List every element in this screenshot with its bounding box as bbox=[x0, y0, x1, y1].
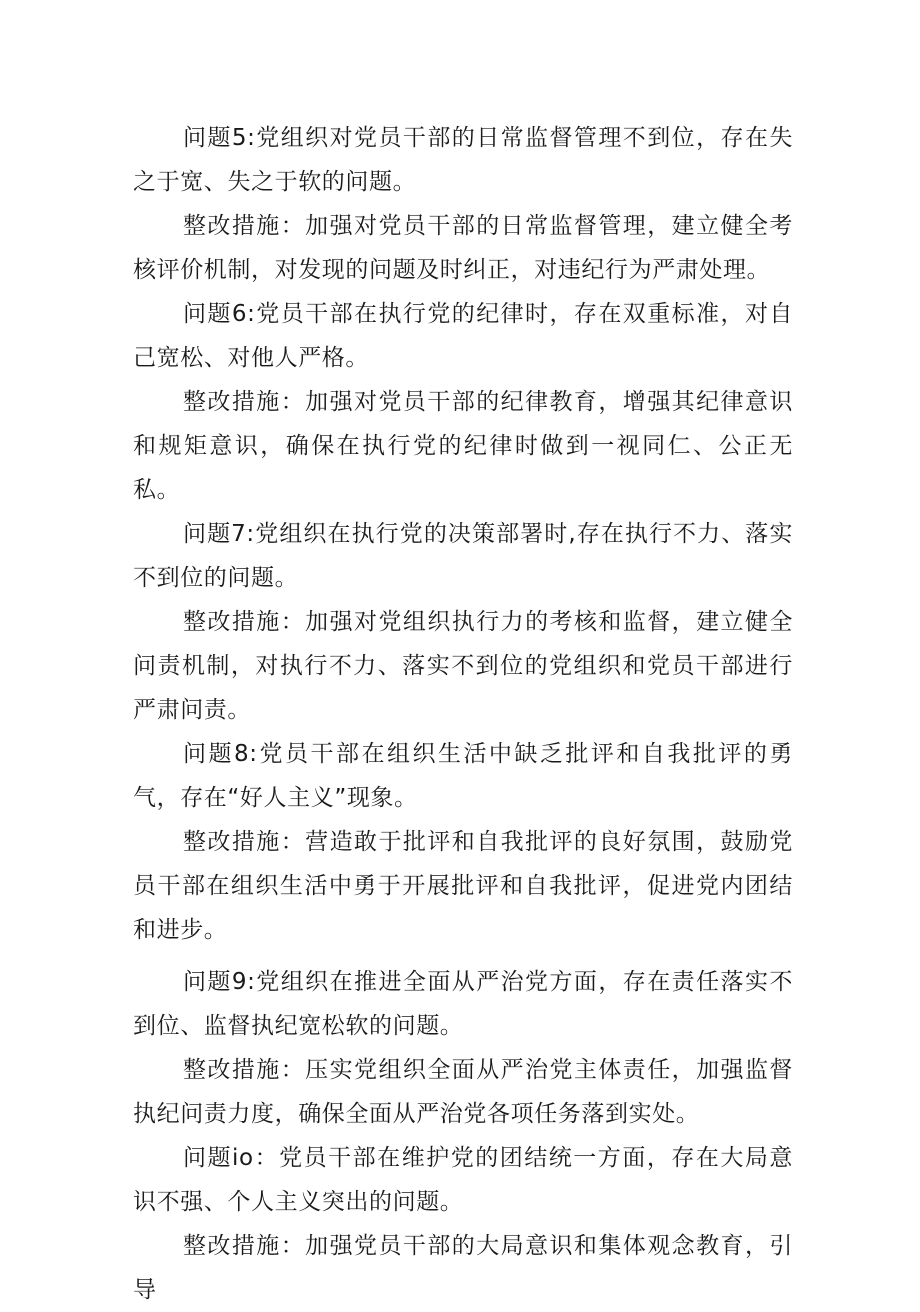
measure-10-paragraph: 整改措施：加强党员干部的大局意识和集体观念教育，引导 bbox=[133, 1233, 793, 1303]
measure-8-paragraph: 整改措施：营造敢于批评和自我批评的良好氛围，鼓励党员干部在组织生活中勇于开展批评和自我批评，促进党内团结和进步。 bbox=[133, 829, 793, 943]
measure-6-paragraph: 整改措施：加强对党员干部的纪律教育，增强其纪律意识和规矩意识，确保在执行党的纪律时做到一视同仁、公正无私。 bbox=[133, 389, 793, 503]
measure-9-paragraph: 整改措施：压实党组织全面从严治党主体责任，加强监督执纪问责力度，确保全面从严治党各项任务落到实处。 bbox=[133, 1057, 793, 1127]
problem-8-paragraph: 问题8:党员干部在组织生活中缺乏批评和自我批评的勇气，存在“好人主义”现象。 bbox=[133, 741, 793, 811]
problem-5-paragraph: 问题5:党组织对党员干部的日常监督管理不到位，存在失之于宽、失之于软的问题。 bbox=[133, 125, 793, 195]
problem-10-paragraph: 问题io：党员干部在维护党的团结统一方面，存在大局意识不强、个人主义突出的问题。 bbox=[133, 1145, 793, 1215]
measure-5-paragraph: 整改措施：加强对党员干部的日常监督管理，建立健全考核评价机制，对发现的问题及时纠正，对违纪行为严肃处理。 bbox=[133, 213, 793, 283]
problem-7-paragraph: 问题7:党组织在执行党的决策部署时,存在执行不力、落实不到位的问题。 bbox=[133, 521, 793, 591]
document-body bbox=[133, 116, 793, 1312]
measure-7-paragraph: 整改措施：加强对党组织执行力的考核和监督，建立健全问责机制，对执行不力、落实不到位的党组织和党员干部进行严肃问责。 bbox=[133, 609, 793, 723]
problem-6-paragraph: 问题6:党员干部在执行党的纪律时，存在双重标准，对自己宽松、对他人严格。 bbox=[133, 301, 793, 371]
problem-9-paragraph: 问题9:党组织在推进全面从严治党方面，存在责任落实不到位、监督执纪宽松软的问题。 bbox=[133, 969, 793, 1039]
